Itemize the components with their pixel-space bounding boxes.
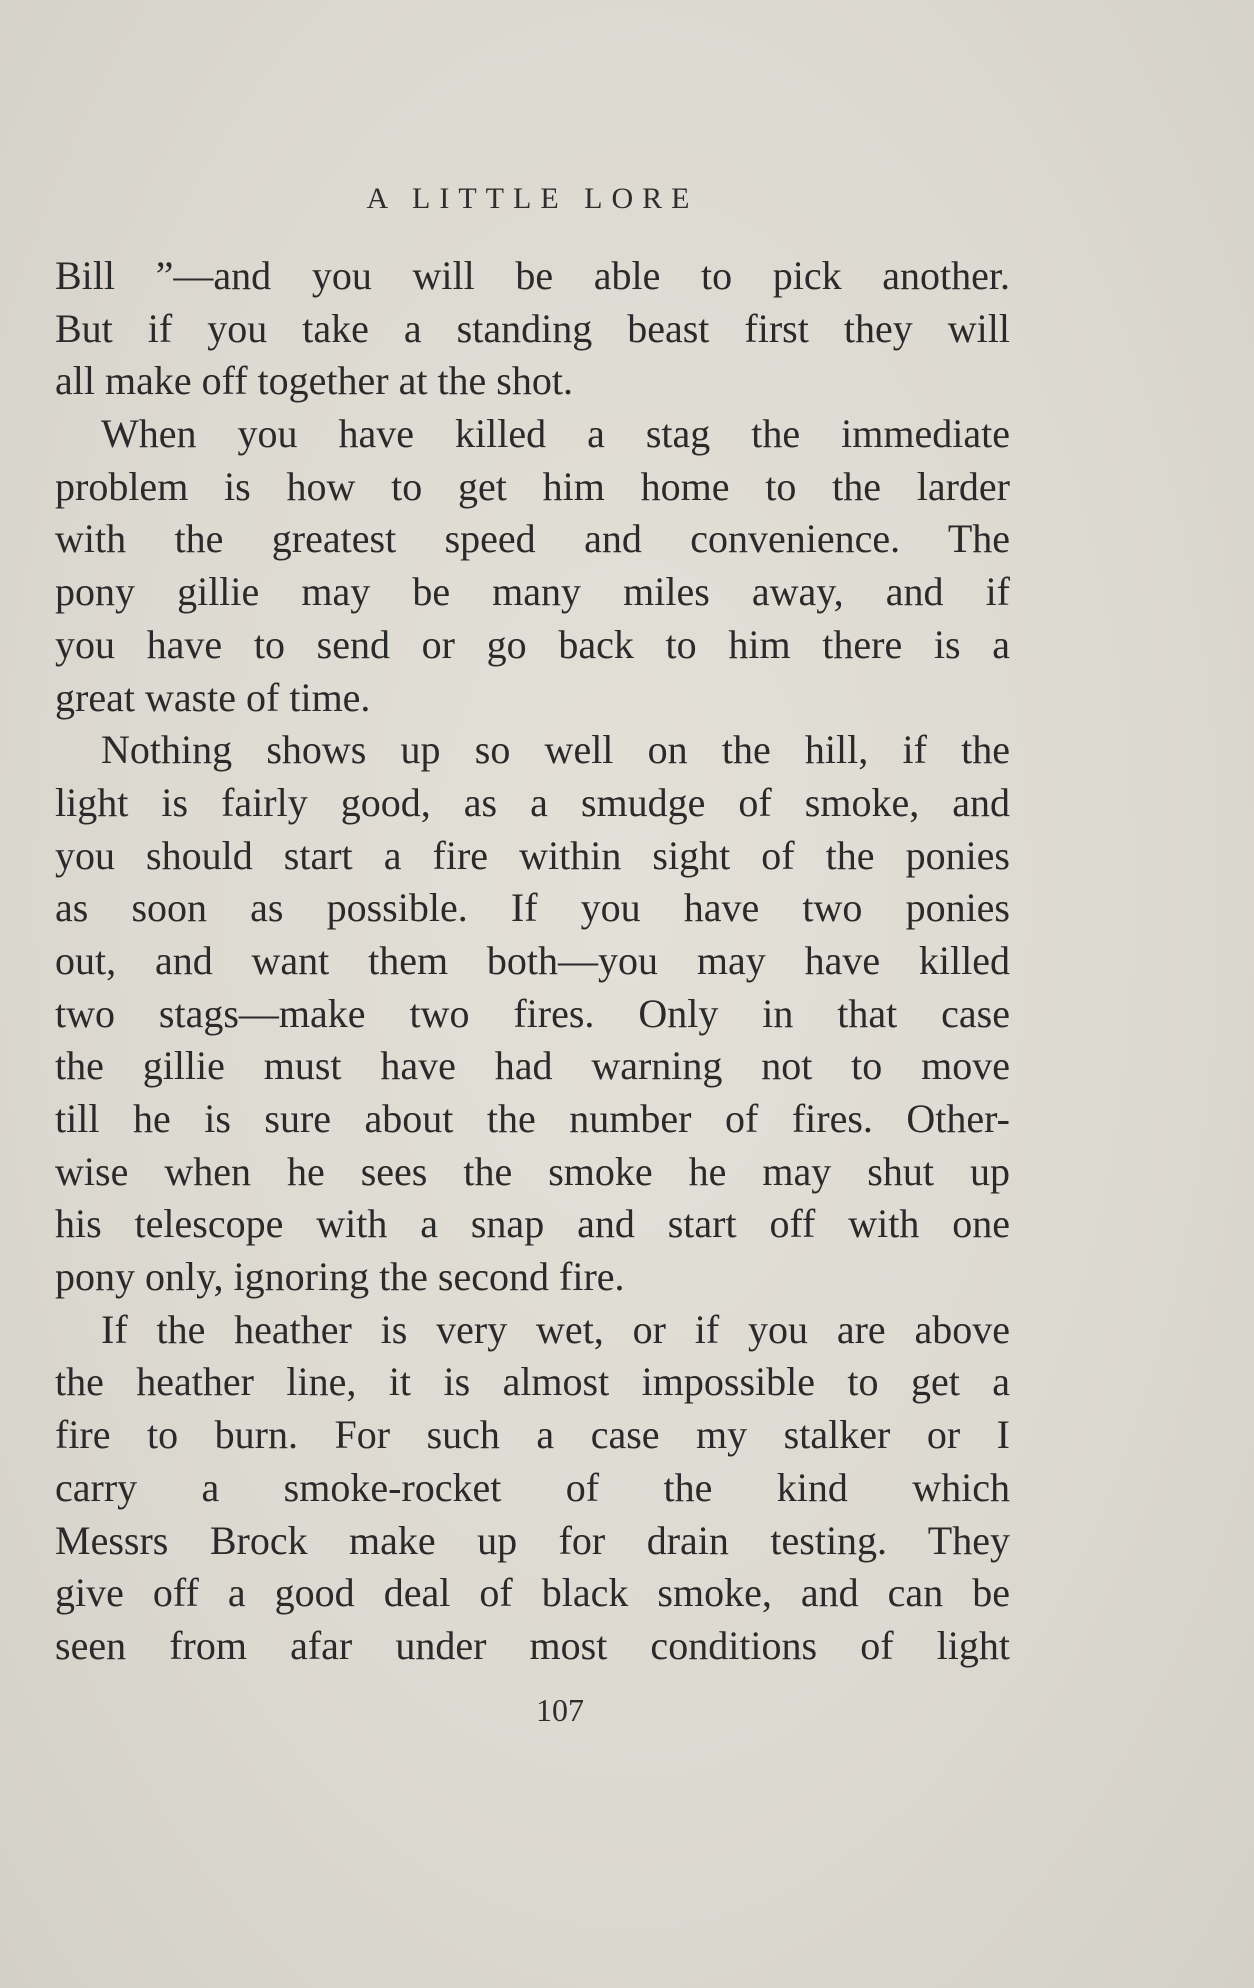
- text-line: great waste of time.: [55, 674, 371, 720]
- text-line: the gillie must have had warning not to move: [55, 1043, 1010, 1089]
- text-line: wise when he sees the smoke he may shut up: [55, 1148, 1010, 1194]
- text-line: his telescope with a snap and start off with one: [55, 1201, 1010, 1247]
- text-line: till he is sure about the number of fires. Other-: [55, 1096, 1010, 1141]
- text-line: When you have killed a stag the immediate: [101, 411, 1010, 457]
- text-line: fire to burn. For such a case my stalker or I: [55, 1412, 1010, 1458]
- text-line: all make off together at the shot.: [55, 358, 573, 404]
- body-text: [55, 250, 1010, 1673]
- text-line: pony only, ignoring the second fire.: [55, 1254, 625, 1300]
- text-line: with the greatest speed and convenience. The: [55, 516, 1010, 562]
- text-line: If the heather is very wet, or if you are above: [101, 1306, 1010, 1352]
- text-line: Bill ”—and you will be able to pick another.: [55, 253, 1010, 298]
- text-line: as soon as possible. If you have two ponies: [55, 885, 1010, 931]
- running-head: A LITTLE LORE: [366, 182, 699, 215]
- text-line: light is fairly good, as a smudge of smoke, and: [55, 779, 1010, 825]
- text-line: problem is how to get him home to the larder: [55, 463, 1010, 509]
- text-line: two stags—make two fires. Only in that case: [55, 990, 1010, 1036]
- text-line: Nothing shows up so well on the hill, if the: [101, 727, 1010, 773]
- text-line: you have to send or go back to him there is a: [55, 621, 1010, 667]
- text-line: the heather line, it is almost impossible to get a: [55, 1359, 1010, 1405]
- text-line: you should start a fire within sight of the ponies: [55, 832, 1010, 878]
- text-line: But if you take a standing beast first they will: [55, 305, 1010, 351]
- text-line: out, and want them both—you may have killed: [55, 937, 1010, 983]
- page-number: 107: [536, 1692, 584, 1728]
- text-line: carry a smoke-rocket of the kind which: [55, 1464, 1010, 1510]
- text-line: pony gillie may be many miles away, and if: [55, 569, 1010, 615]
- text-line: give off a good deal of black smoke, and can be: [55, 1570, 1010, 1616]
- text-line: seen from afar under most conditions of light: [55, 1622, 1010, 1668]
- text-line: Messrs Brock make up for drain testing. They: [55, 1517, 1010, 1563]
